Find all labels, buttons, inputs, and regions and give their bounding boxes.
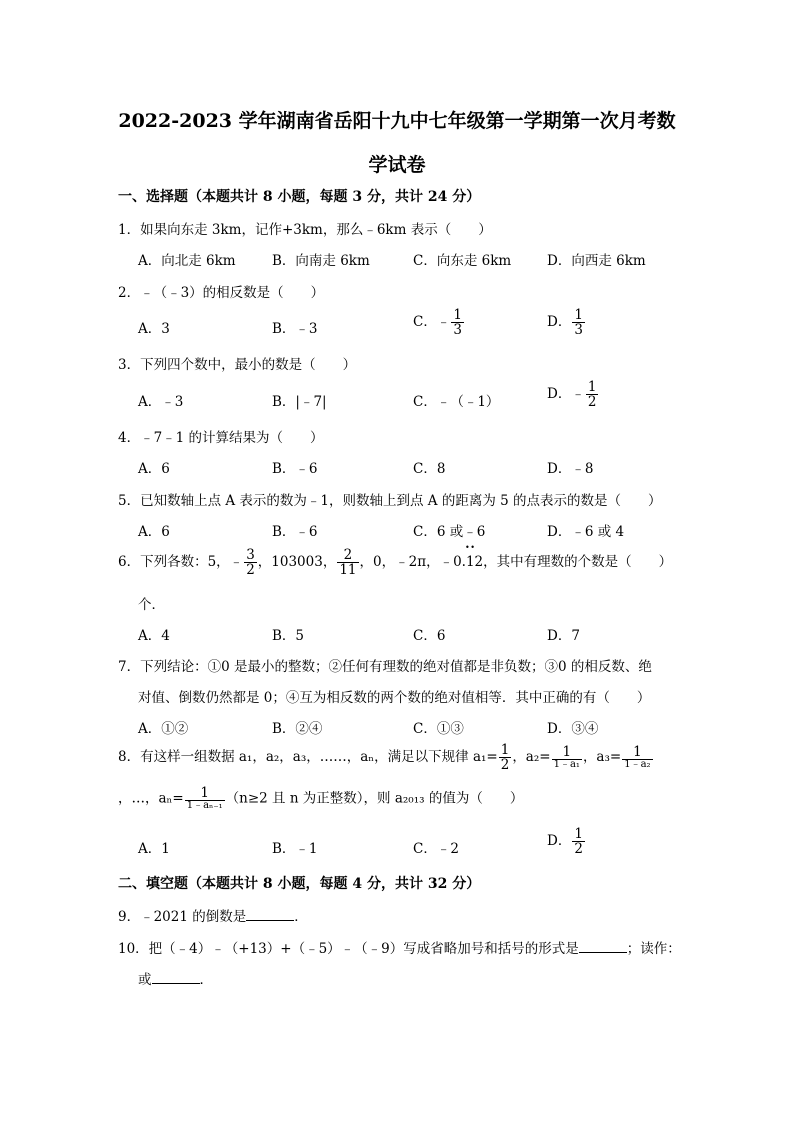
q8-option-a: A．1 bbox=[138, 841, 170, 857]
numerator: 1 bbox=[633, 743, 642, 760]
q4-option-a: A．6 bbox=[138, 461, 170, 477]
q8-text: ，…，aₙ= bbox=[118, 790, 184, 807]
denominator: 2 bbox=[500, 757, 510, 774]
answer-blank bbox=[579, 941, 627, 953]
fraction bbox=[622, 745, 652, 771]
q7-option-c: C．①③ bbox=[413, 721, 464, 737]
fraction bbox=[552, 745, 582, 771]
q2-option-d-prefix: D． bbox=[547, 314, 572, 331]
q3-option-a: A．﹣3 bbox=[138, 394, 184, 410]
question-6-stem bbox=[118, 548, 672, 577]
q8-option-c: C．﹣2 bbox=[413, 841, 459, 857]
q1-option-d: D．向西走 6km bbox=[547, 253, 646, 269]
denominator: 2 bbox=[246, 562, 255, 579]
q6-option-d: D．7 bbox=[547, 628, 580, 644]
q5-option-d: D．﹣6 或 4 bbox=[547, 524, 625, 540]
q4-option-c: C．8 bbox=[413, 461, 446, 477]
denominator: 1﹣a₁ bbox=[553, 759, 580, 770]
question-6-cont: 个． bbox=[138, 597, 165, 613]
q2-option-b: B．﹣3 bbox=[272, 321, 318, 337]
question-5-stem: 5．已知数轴上点 A 表示的数为﹣1，则数轴上到点 A 的距离为 5 的点表示的数是（ ） bbox=[118, 493, 662, 509]
denominator: 3 bbox=[453, 322, 462, 339]
numerator: 1 bbox=[574, 307, 583, 323]
denominator: 2 bbox=[574, 841, 583, 858]
fraction bbox=[337, 548, 358, 577]
q9-end: ． bbox=[294, 909, 308, 925]
answer-blank bbox=[152, 972, 200, 984]
denominator: 1﹣a₂ bbox=[624, 759, 651, 770]
q2-option-d bbox=[547, 308, 586, 337]
fraction bbox=[185, 786, 225, 812]
q6-text: ，其中有理数的个数是（ ） bbox=[483, 554, 673, 571]
question-7-stem-line1: 7．下列结论：①0 是最小的整数；②任何有理数的绝对值都是非负数；③0 的相反数、绝 bbox=[118, 659, 652, 675]
q6-option-b: B．5 bbox=[272, 628, 305, 644]
page-title: 2022-2023 学年湖南省岳阳十九中七年级第一学期第一次月考数 bbox=[118, 110, 676, 132]
question-3-stem: 3．下列四个数中，最小的数是（ ） bbox=[118, 357, 357, 373]
question-8-stem-line2 bbox=[118, 786, 523, 812]
q7-option-d: D．③④ bbox=[547, 721, 599, 737]
q6-text: ，103003， bbox=[257, 554, 337, 571]
numerator: 1 bbox=[453, 307, 462, 323]
numerator: 3 bbox=[246, 547, 255, 563]
numerator: 1 bbox=[574, 826, 583, 842]
answer-blank bbox=[246, 909, 294, 921]
q3-option-d bbox=[547, 380, 599, 409]
q6-option-a: A．4 bbox=[138, 628, 170, 644]
section-heading-choice: 一、选择题（本题共计 8 小题，每题 3 分，共计 24 分） bbox=[118, 189, 481, 205]
q8-option-d bbox=[547, 827, 586, 856]
denominator: 2 bbox=[587, 394, 597, 411]
fraction bbox=[572, 308, 585, 337]
q3-option-c: C．﹣（﹣1） bbox=[413, 394, 500, 410]
q5-option-c: C．6 或﹣6 bbox=[413, 524, 486, 540]
q6-text: 6．下列各数：5，﹣ bbox=[118, 554, 244, 571]
q8-text: ，a₃= bbox=[582, 749, 622, 766]
q1-option-b: B．向南走 6km bbox=[272, 253, 370, 269]
page-title-cont: 学试卷 bbox=[368, 154, 426, 176]
question-9 bbox=[118, 905, 308, 925]
fraction bbox=[499, 743, 512, 772]
numerator: 1 bbox=[200, 785, 209, 801]
fraction bbox=[586, 380, 599, 409]
fraction bbox=[244, 548, 257, 577]
q7-option-b: B．②④ bbox=[272, 721, 323, 737]
q2-option-c-prefix: C．﹣ bbox=[413, 314, 451, 331]
question-4-stem: 4．﹣7﹣1 的计算结果为（ ） bbox=[118, 430, 324, 446]
question-7-stem-line2: 对值、倒数仍然都是 0；④互为相反数的两个数的绝对值相等．其中正确的有（ ） bbox=[138, 690, 651, 706]
q10-text: 或 bbox=[138, 972, 152, 988]
numerator: 1 bbox=[562, 743, 572, 760]
denominator: 11 bbox=[339, 562, 357, 579]
q5-option-a: A．6 bbox=[138, 524, 170, 540]
q9-text: 9．﹣2021 的倒数是 bbox=[118, 909, 247, 925]
q8-text: ，a₂= bbox=[512, 749, 551, 766]
repeating-decimal: • • 12 bbox=[466, 554, 483, 570]
q8-text: （n≥2 且 n 为正整数），则 a₂₀₁₃ 的值为（ ） bbox=[225, 790, 524, 807]
question-10-line2 bbox=[138, 968, 213, 988]
q2-option-c bbox=[413, 308, 465, 337]
question-2-stem: 2．﹣（﹣3）的相反数是（ ） bbox=[118, 285, 325, 301]
q3-option-b: B．|﹣7| bbox=[272, 394, 327, 410]
q8-option-b: B．﹣1 bbox=[272, 841, 318, 857]
q4-option-d: D．﹣8 bbox=[547, 461, 594, 477]
q1-option-c: C．向东走 6km bbox=[413, 253, 512, 269]
q6-text: ，0，﹣2π，﹣0. bbox=[359, 554, 466, 571]
q8-option-d-prefix: D． bbox=[547, 833, 572, 850]
q6-option-c: C．6 bbox=[413, 628, 446, 644]
q3-option-d-prefix: D．﹣ bbox=[547, 386, 585, 403]
q2-option-a: A．3 bbox=[138, 321, 170, 337]
q7-option-a: A．①② bbox=[138, 721, 189, 737]
q10-text: ；读作： bbox=[626, 941, 681, 957]
numerator: 1 bbox=[500, 742, 510, 758]
question-1-stem: 1．如果向东走 3km，记作+3km，那么﹣6km 表示（ ） bbox=[118, 222, 492, 238]
fraction bbox=[451, 308, 464, 337]
numerator: 2 bbox=[343, 547, 353, 563]
numerator: 1 bbox=[587, 379, 597, 395]
q4-option-b: B．﹣6 bbox=[272, 461, 318, 477]
fraction bbox=[572, 827, 585, 856]
section-heading-fill: 二、填空题（本题共计 8 小题，每题 4 分，共计 32 分） bbox=[118, 876, 481, 892]
denominator: 3 bbox=[574, 322, 583, 339]
q1-option-a: A．向北走 6km bbox=[138, 253, 236, 269]
denominator: 1﹣aₙ₋₁ bbox=[186, 800, 223, 812]
question-8-stem-line1 bbox=[118, 743, 654, 772]
q10-text: 10．把（﹣4）﹣（+13）+（﹣5）﹣（﹣9）写成省略加号和括号的形式是 bbox=[118, 941, 579, 957]
question-10-line1 bbox=[118, 937, 681, 957]
q10-end: ． bbox=[199, 972, 213, 988]
q5-option-b: B．﹣6 bbox=[272, 524, 318, 540]
q8-text: 8．有这样一组数据 a₁，a₂，a₃，……，aₙ，满足以下规律 a₁= bbox=[118, 749, 498, 766]
